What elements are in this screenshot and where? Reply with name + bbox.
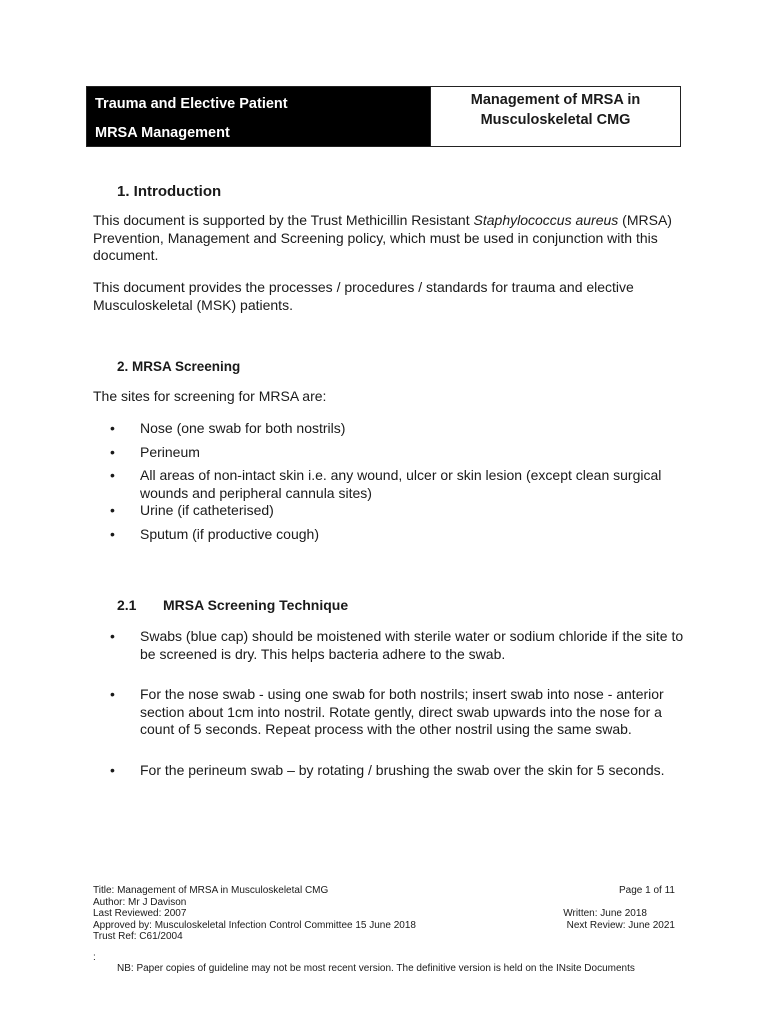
screening-intro: The sites for screening for MRSA are:	[93, 388, 327, 404]
screening-sites-list	[93, 420, 693, 543]
footer-colon: :	[93, 952, 96, 963]
section21-title: MRSA Screening Technique	[163, 597, 349, 613]
footer-title: Title: Management of MRSA in Musculoskeletal CMG	[93, 885, 329, 896]
footer-note: NB: Paper copies of guideline may not be most recent version. The definitive version is held on the INsite Documents	[117, 963, 635, 974]
list-item	[93, 502, 693, 520]
footer-row-3	[93, 908, 683, 920]
intro-text-after: (MRSA) Prevention, Management and Screening policy, which must be used in conjunction with this document.	[93, 212, 672, 263]
footer-trust-ref: Trust Ref: C61/2004	[93, 931, 183, 942]
bullet-icon: •	[110, 467, 115, 483]
header-left-subtitle: MRSA Management	[95, 125, 230, 141]
section1-heading: 1. Introduction	[117, 183, 222, 200]
intro-text-italic: Staphylococcus aureus	[473, 212, 619, 228]
list-item	[93, 686, 693, 739]
list-item-text: Sputum (if productive cough)	[140, 525, 319, 542]
header-left-panel	[87, 87, 430, 146]
footer-approved: Approved by: Musculoskeletal Infection Control Committee 15 June 2018	[93, 919, 416, 931]
section21-number: 2.1	[117, 597, 137, 613]
page-footer	[93, 885, 683, 943]
bullet-icon: •	[110, 686, 115, 702]
list-item	[93, 444, 693, 462]
footer-row-2	[93, 897, 683, 909]
footer-next-review: Next Review: June 2021	[566, 919, 675, 931]
list-item-text: All areas of non-intact skin i.e. any wound, ulcer or skin lesion (except clean surgical wounds and peripheral cannula sites)	[140, 467, 662, 501]
header-left-title: Trauma and Elective Patient	[95, 96, 288, 112]
header-right-line1: Management of MRSA in	[470, 92, 641, 108]
section2-heading: 2. MRSA Screening	[117, 359, 241, 374]
list-item-text: For the perineum swab – by rotating / brushing the swab over the skin for 5 seconds.	[140, 761, 665, 778]
list-item	[93, 762, 693, 780]
intro-paragraph-2: This document provides the processes / procedures / standards for trauma and elective Musculoskeletal (MSK) patients.	[93, 279, 634, 313]
list-item-text: Nose (one swab for both nostrils)	[140, 420, 346, 436]
footer-last-reviewed: Last Reviewed: 2007	[93, 908, 187, 919]
bullet-icon: •	[110, 761, 115, 778]
intro-text-before: This document is supported by the Trust Methicillin Resistant	[93, 212, 474, 228]
bullet-icon: •	[110, 525, 115, 542]
footer-row-1	[93, 885, 683, 897]
footer-row-4	[93, 920, 683, 932]
technique-list	[93, 628, 693, 779]
section21-heading	[117, 597, 348, 613]
bullet-icon: •	[110, 420, 115, 436]
header-right-line2: Musculoskeletal CMG	[480, 112, 631, 128]
footer-page-number: Page 1 of 11	[619, 885, 675, 896]
document-header	[86, 86, 681, 147]
footer-written: Written: June 2018	[563, 908, 647, 919]
list-item	[93, 467, 693, 502]
bullet-icon: •	[110, 502, 115, 518]
list-item	[93, 420, 693, 438]
bullet-icon: •	[110, 628, 115, 644]
list-item-text: Urine (if catheterised)	[140, 502, 274, 518]
intro-paragraph-1	[93, 212, 693, 265]
list-item	[93, 628, 693, 663]
list-item	[93, 526, 693, 544]
header-right-panel	[430, 87, 680, 146]
bullet-icon: •	[110, 443, 115, 460]
list-item-text: Swabs (blue cap) should be moistened with sterile water or sodium chloride if the site to be screened is dry. This helps bacteria adhere to the swab.	[140, 628, 684, 662]
list-item-text: Perineum	[140, 443, 200, 460]
footer-author: Author: Mr J Davison	[93, 896, 187, 908]
list-item-text: For the nose swab - using one swab for both nostrils; insert swab into nose - anterior section about 1cm into nostril. Rotate gently, direct swab upwards into the nose for a count of 5 seconds. Repeat process with the other nostril using the same swab.	[140, 686, 664, 737]
footer-row-5	[93, 931, 683, 943]
